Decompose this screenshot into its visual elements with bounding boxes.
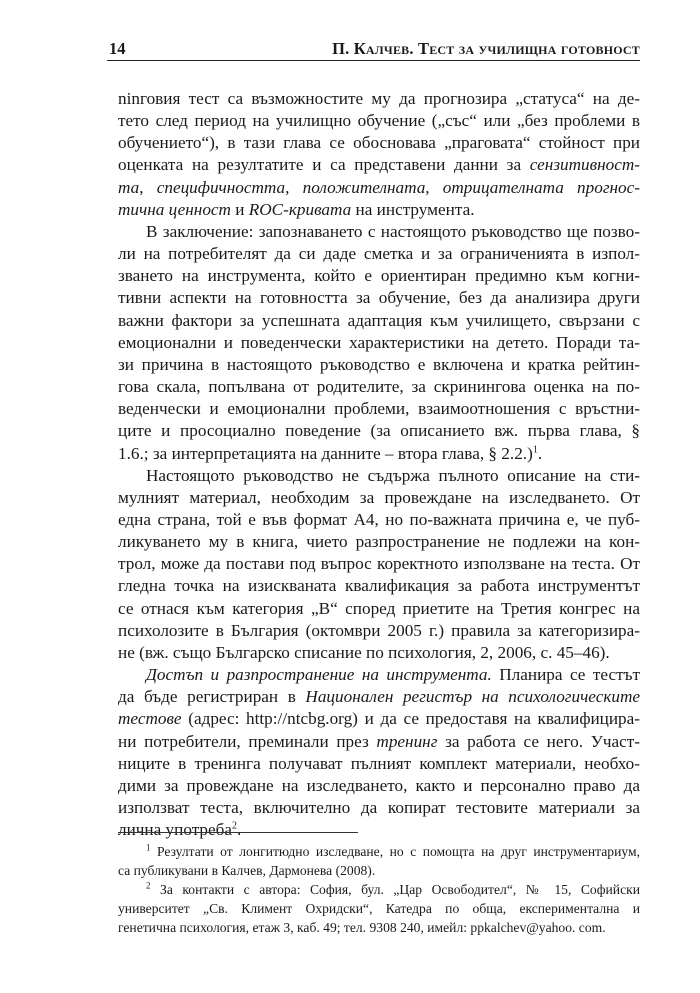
text-line: тивни аспекти на готовността за обучение, без да анализира други: [118, 288, 640, 308]
footnote-ref-2[interactable]: 2: [232, 820, 238, 832]
footnote-1: $^1$ Резултати от лонгитюдно изследване, но с помощта на друг инструментариум,: [146, 842, 640, 859]
text-line: ninговия тест са възможностите му да прогнозира „статуса“ на де-: [118, 89, 640, 108]
body-text: [118, 88, 640, 841]
text-line: гледна точка на изискваната квалификация за работа инструментът: [118, 576, 640, 596]
text-line: Достъп и разпространение на инструмента. Планира се тестът: [146, 665, 640, 685]
running-title: П. Калчев. Тест за училищна готовност: [332, 39, 640, 58]
text-line: мулният материал, необходим за провеждане на изследването. От: [118, 487, 640, 507]
text-line: тето след период на училищно обучение („със“ или „без проблеми в: [118, 111, 640, 131]
text-line: тична ценност и ROC-кривата на инструмента.: [118, 199, 475, 219]
text-line: та, специфичността, положителната, отрицателната прогнос-: [118, 177, 640, 197]
text-line: ни потребители, преминали през тренинг за работа се него. Участ-: [118, 731, 640, 751]
text-line: ликуването му в книга, чието разпространение не подлежи на кон-: [118, 532, 640, 552]
text-line: не (вж. също Българско списание по психология, 2, 2006, с. 45–46).: [118, 642, 610, 662]
footnote-separator: [118, 832, 358, 833]
text-line: дими за провеждане на изследването, както и персонално право да: [118, 775, 640, 795]
text-line: една страна, той е във формат А4, но по-важната причина е, че пуб-: [118, 509, 640, 529]
text-line: обучението“), в тази глава се обосновава „праговата“ стойност при: [118, 133, 640, 153]
text-line: ците и просоциално поведение (за описанието вж. първа глава, §: [118, 421, 640, 441]
paragraph-4: [118, 664, 640, 841]
text-line: университет „Св. Климент Охридски“, Катедра по обща, експериментална и: [118, 901, 640, 916]
text-line: зи причина в настоящото ръководство е включена и кратка рейтин-: [118, 354, 640, 374]
text-line: използват теста, включително да копират тестовите материали за: [118, 798, 640, 817]
text-line: гова скала, попълвана от родителите, за скринингова оценка на по-: [118, 377, 640, 397]
text-line: са публикувани в Калчев, Дармонева (2008).: [118, 863, 376, 878]
text-line: тестове (адрес: http://ntcbg.org) и да се предоставя на квалифицира-: [118, 709, 640, 729]
text-line: 1.6.; за интерпретацията на данните – втора глава, § 2.2.)$^1$.: [118, 443, 543, 463]
text-line: трол, може да постави под въпрос коректното използване на теста. От: [118, 554, 640, 574]
text-line: се отнася към категория „В“ според приетите на Третия конгрес на: [118, 598, 640, 618]
text-line: емоционални и поведенчески характеристики на детето. Поради та-: [118, 332, 640, 352]
text-line: зването на инструмента, който е ориентиран предимно към когни-: [118, 266, 640, 286]
text-line: ли на потребителят да си даде сметка и за ограниченията в изпол-: [118, 244, 640, 264]
text-line: да бъде регистриран в Национален регистър на психологическите: [118, 687, 640, 707]
footnote-2: $^2$ За контакти с автора: София, бул. „Цар Освободител“, № 15, Софийски: [146, 880, 640, 897]
footnotes: [118, 842, 640, 937]
paragraph-1: [118, 88, 640, 221]
text-line: В заключение: запознаването с настоящото ръководство ще позво-: [146, 221, 640, 241]
text-line: психолозите в България (октомври 2005 г.) правила за категоризира-: [118, 620, 640, 640]
paragraph-2: [118, 221, 640, 465]
paragraph-3: [118, 465, 640, 664]
text-line: важни фактори за успешната адаптация към училището, свързани с: [118, 310, 640, 330]
text-line: лична употреба$^2$.: [118, 820, 242, 840]
text-line: веденчески и емоционални проблеми, взаимоотношения с връстни-: [118, 399, 640, 419]
footnote-ref-1[interactable]: 1: [532, 443, 538, 455]
text-line: генетична психология, етаж 3, каб. 49; тел. 9308 240, имейл: ppkalchev@yahoo. com.: [118, 920, 606, 935]
running-header: [107, 36, 640, 61]
text-line: оценката на резултатите и са представени данни за сензитивност-: [118, 155, 640, 175]
text-line: Настоящото ръководство не съдържа пълното описание на сти-: [146, 465, 640, 485]
page-number: 14: [109, 39, 126, 58]
text-line: ниците в тренинга получават пълният комплект материали, необхо-: [118, 753, 640, 773]
